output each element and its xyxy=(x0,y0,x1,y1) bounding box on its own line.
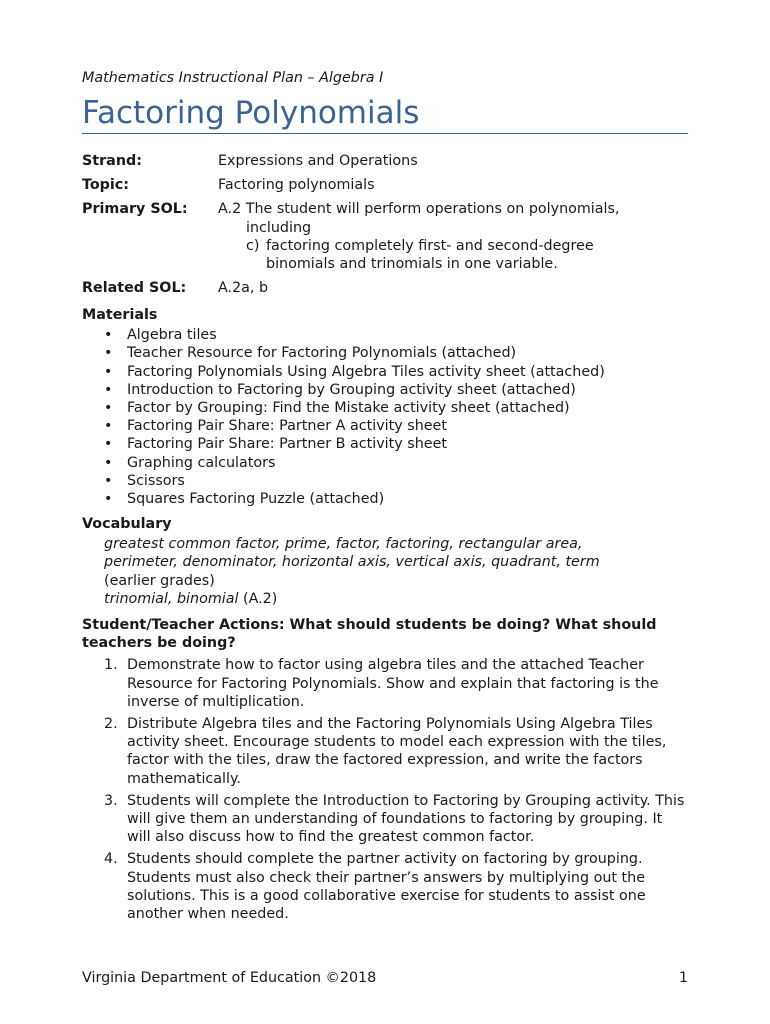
list-item xyxy=(82,656,690,711)
sol-metadata xyxy=(82,152,690,303)
list-item: • Graphing calculators xyxy=(104,454,276,471)
primary-sol-label: Primary SOL: xyxy=(82,201,188,218)
list-item: • Factoring Pair Share: Partner B activity sheet xyxy=(104,436,447,453)
bullet-icon: • xyxy=(104,381,113,398)
item-number: 1. xyxy=(104,657,118,674)
document-subtitle: Mathematics Instructional Plan – Algebra I xyxy=(82,70,384,86)
item-number: 2. xyxy=(104,716,118,733)
page-number: 1 xyxy=(678,970,688,986)
materials-list xyxy=(82,326,690,508)
actions-section xyxy=(82,616,690,927)
vocabulary-terms-continued: perimeter, denominator, horizontal axis, vertical axis, quadrant, term xyxy=(104,554,600,571)
list-item: • Factoring Pair Share: Partner A activity sheet xyxy=(104,418,447,435)
vocabulary-body xyxy=(82,535,690,608)
bullet-icon: • xyxy=(104,327,113,344)
topic-label: Topic: xyxy=(82,177,130,194)
item-text: Distribute Algebra tiles and the Factoring Polynomials Using Algebra Tiles activity sheet. Encourage students to model each expression with the tiles, factor with the tiles, draw the factored expression, and write the factors mathematically. xyxy=(127,716,667,787)
bullet-icon: • xyxy=(104,436,113,453)
subitem-text-continued: binomials and trinomials in one variable. xyxy=(266,256,558,273)
strand-value: Expressions and Operations xyxy=(218,153,418,169)
related-sol-label: Related SOL: xyxy=(82,280,187,297)
document-title: Factoring Polynomials xyxy=(82,93,688,134)
list-item: • Scissors xyxy=(104,472,185,489)
item-text: Students will complete the Introduction to Factoring by Grouping activity. This will give them an understanding of foundations to factoring by grouping. It will also discuss how to find the greatest common factor. xyxy=(127,792,685,846)
bullet-icon: • xyxy=(104,472,113,489)
list-item: • Introduction to Factoring by Grouping activity sheet (attached) xyxy=(104,381,576,398)
primary-sol-subitem xyxy=(218,237,690,273)
subitem-text: factoring completely first- and second-degree xyxy=(266,237,594,254)
list-item xyxy=(82,715,690,788)
list-item: • Algebra tiles xyxy=(104,327,217,344)
vocabulary-heading: Vocabulary xyxy=(82,516,172,532)
bullet-icon: • xyxy=(104,400,113,417)
list-item: • Factor by Grouping: Find the Mistake activity sheet (attached) xyxy=(104,400,570,417)
document-page xyxy=(82,0,690,1024)
materials-section xyxy=(82,306,690,508)
topic-row xyxy=(82,176,690,194)
related-sol-row xyxy=(82,279,690,297)
list-item xyxy=(82,792,690,847)
actions-list xyxy=(82,656,690,923)
item-text: Students should complete the partner activity on factoring by grouping. Students must also check their partner’s answers by multiplying out the solutions. This is a good collaborative exercise for students to assist one another when needed. xyxy=(127,851,646,923)
strand-label: Strand: xyxy=(82,153,142,169)
topic-value: Factoring polynomials xyxy=(218,177,375,194)
bullet-icon: • xyxy=(104,345,113,362)
bullet-icon: • xyxy=(104,491,113,508)
primary-sol-line: A.2 The student will perform operations on polynomials, xyxy=(218,201,620,218)
list-item: • Factoring Polynomials Using Algebra Tiles activity sheet (attached) xyxy=(104,363,605,380)
primary-sol-value xyxy=(218,200,690,273)
subitem-marker: c) xyxy=(246,237,260,254)
primary-sol-line-continued: including xyxy=(246,219,312,236)
item-number: 3. xyxy=(104,792,118,809)
vocabulary-section xyxy=(82,515,690,608)
vocabulary-terms: greatest common factor, prime, factor, factoring, rectangular area, xyxy=(104,536,583,553)
list-item: • Teacher Resource for Factoring Polynomials (attached) xyxy=(104,345,517,362)
primary-sol-row xyxy=(82,200,690,273)
list-item: • Squares Factoring Puzzle (attached) xyxy=(104,491,385,508)
bullet-icon: • xyxy=(104,418,113,435)
actions-heading: Student/Teacher Actions: What should students be doing? What should teachers be doing? xyxy=(82,617,657,652)
strand-row xyxy=(82,152,690,170)
bullet-icon: • xyxy=(104,363,113,380)
vocabulary-a2-terms: trinomial, binomial (A.2) xyxy=(104,590,278,607)
vocabulary-grade-note: (earlier grades) xyxy=(104,572,215,589)
related-sol-value: A.2a, b xyxy=(218,280,269,297)
bullet-icon: • xyxy=(104,454,113,471)
list-item xyxy=(82,850,690,923)
item-number: 4. xyxy=(104,851,118,868)
footer-copyright: Virginia Department of Education ©2018 xyxy=(82,970,377,986)
materials-heading: Materials xyxy=(82,307,158,323)
item-text: Demonstrate how to factor using algebra tiles and the attached Teacher Resource for Factoring Polynomials. Show and explain that factoring is the inverse of multiplication. xyxy=(127,657,659,710)
